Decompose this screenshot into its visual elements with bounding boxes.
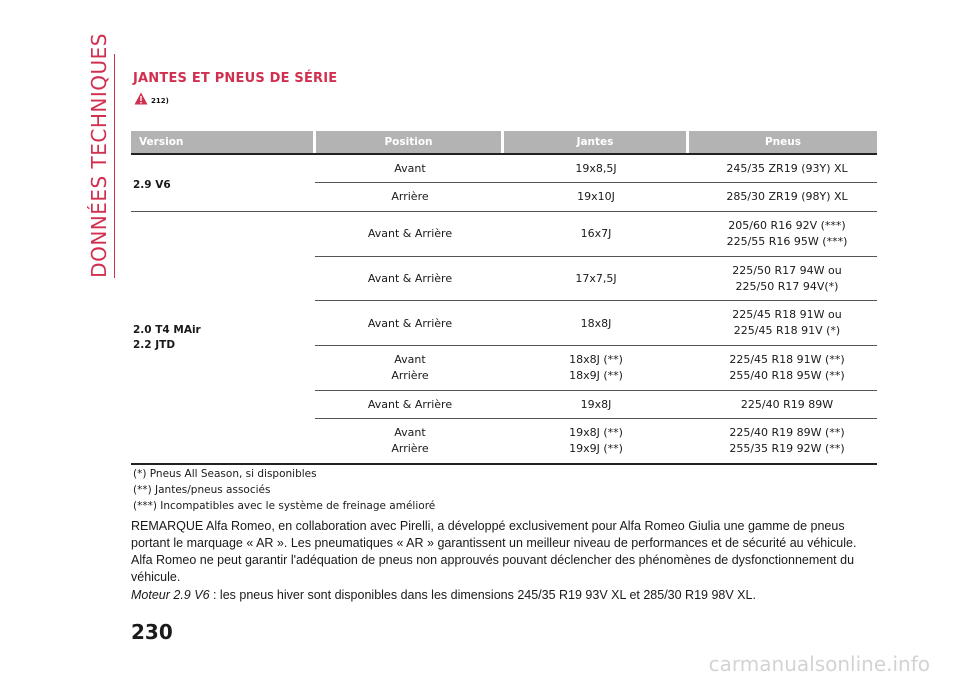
warning-reference: 212) [151,96,169,105]
footnote: (*) Pneus All Season, si disponibles [133,468,317,480]
position-cell: Avant Arrière [391,353,429,382]
footnote: (**) Jantes/pneus associés [133,484,271,496]
rim-cell: 18x8J [580,317,612,330]
row-divider [315,256,877,257]
tyre-cell: 225/40 R19 89W (**) 255/35 R19 92W (**) [729,426,845,455]
rim-cell: 19x8,5J [575,162,617,175]
position-cell: Avant & Arrière [367,398,453,411]
tyre-cell: 285/30 ZR19 (98Y) XL [726,190,848,203]
position-cell: Avant & Arrière [367,227,453,240]
tyre-cell: 245/35 ZR19 (93Y) XL [726,162,848,175]
row-divider [315,390,877,391]
position-cell: Avant [394,162,426,175]
version-label: 2.0 T4 MAir 2.2 JTD [133,324,201,351]
rim-cell: 17x7,5J [575,272,617,285]
header-position: Position [316,131,501,153]
rim-cell: 19x8J [580,398,612,411]
tyre-cell: 225/50 R17 94W ou 225/50 R17 94V(*) [732,264,842,293]
warning-triangle-icon [134,92,148,105]
version-label: 2.9 V6 [133,179,171,191]
tyre-cell: 205/60 R16 92V (***) 225/55 R16 95W (***) [726,219,848,248]
row-divider [315,182,877,183]
table-bottom-rule [131,463,877,465]
group-divider [131,211,877,212]
watermark: carmanualsonline.info [708,652,930,676]
header-tyres: Pneus [689,131,877,153]
position-cell: Arrière [391,190,429,203]
rim-cell: 16x7J [580,227,612,240]
section-title: JANTES ET PNEUS DE SÉRIE [133,71,338,86]
position-cell: Avant & Arrière [367,272,453,285]
row-divider [315,300,877,301]
winter-tyre-note: Moteur 2.9 V6 : les pneus hiver sont disponibles dans les dimensions 245/35 R19 93V XL et 285/30 R19 98V XL. [131,588,756,602]
footnote: (***) Incompatibles avec le système de freinage amélioré [133,500,436,512]
position-cell: Avant Arrière [391,426,429,455]
side-divider [114,54,115,278]
header-version: Version [131,131,313,153]
tyre-cell: 225/45 R18 91W (**) 255/40 R18 95W (**) [729,353,845,382]
engine-label: Moteur 2.9 V6 [131,588,210,602]
page-number: 230 [131,620,173,644]
tyre-cell: 225/45 R18 91W ou 225/45 R18 91V (*) [732,308,842,337]
position-cell: Avant & Arrière [367,317,453,330]
table-header [131,131,877,153]
header-rims: Jantes [504,131,686,153]
row-divider [315,418,877,419]
rim-cell: 19x8J (**) 19x9J (**) [569,426,623,455]
remark-paragraph: REMARQUE Alfa Romeo, en collaboration avec Pirelli, a développé exclusivement pour Alfa Romeo Giulia une gamme de pneus portant le marquage « AR ». Les pneumatiques « AR » garantissent un meilleur niveau de performances et de sécurité au véhicule. Alfa Romeo ne peut garantir l'adéquation de pneus non approuvés pouvant déclencher des phénomènes de dysfonctionnement du véhicule. [131,519,857,584]
row-divider [315,345,877,346]
header-rule [131,153,877,155]
rim-cell: 18x8J (**) 18x9J (**) [569,353,623,382]
side-section-title: DONNÉES TECHNIQUES [87,33,111,278]
tyre-cell: 225/40 R19 89W [740,398,834,411]
rim-cell: 19x10J [577,190,615,203]
warning-note [134,92,169,105]
